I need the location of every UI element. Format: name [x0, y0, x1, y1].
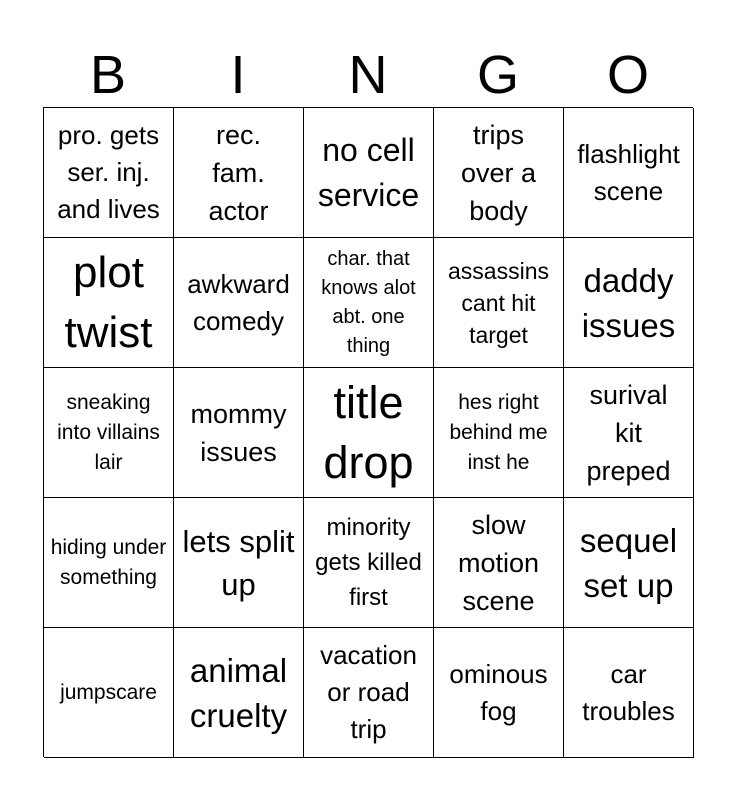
cell-text: slow motion scene [457, 509, 540, 616]
header-letter-g: G [476, 45, 519, 105]
cell-text: rec. fam. actor [208, 119, 269, 226]
cell-text: awkward comedy [187, 268, 290, 336]
bingo-cell-r1-c3[interactable] [304, 108, 434, 238]
cell-text: minority gets killed first [315, 514, 422, 611]
bingo-cell-r2-c2[interactable] [174, 238, 304, 368]
cell-text: hiding under something [50, 535, 167, 589]
bingo-cell-r5-c3[interactable] [304, 628, 434, 758]
cell-text: hes right behind me inst he [449, 390, 548, 474]
bingo-cell-r2-c1[interactable] [44, 238, 174, 368]
bingo-cell-r1-c2[interactable] [174, 108, 304, 238]
bingo-cell-r4-c5[interactable] [564, 498, 694, 628]
cell-text: ominous fog [449, 658, 548, 726]
header-letter-b: B [89, 45, 127, 105]
bingo-cell-r3-c4[interactable] [434, 368, 564, 498]
cell-text: sequel set up [579, 521, 678, 604]
bingo-cell-r2-c4[interactable] [434, 238, 564, 368]
bingo-cell-r1-c5[interactable] [564, 108, 694, 238]
cell-text: surival kit preped [586, 379, 671, 486]
cell-text: no cell service [317, 131, 420, 213]
bingo-header [43, 44, 693, 106]
bingo-cell-r3-c5[interactable] [564, 368, 694, 498]
bingo-cell-r1-c1[interactable] [44, 108, 174, 238]
bingo-cell-r3-c3[interactable] [304, 368, 434, 498]
bingo-cell-r2-c5[interactable] [564, 238, 694, 368]
cell-text: vacation or road trip [320, 640, 417, 744]
cell-text: jumpscare [60, 680, 157, 704]
header-letter-i: I [230, 45, 246, 105]
cell-text: plot twist [64, 247, 153, 357]
cell-text: trips over a body [460, 119, 537, 226]
bingo-board [43, 107, 693, 757]
header-letter-o: O [606, 45, 649, 105]
cell-text: car troubles [582, 658, 675, 726]
bingo-cell-r4-c2[interactable] [174, 498, 304, 628]
header-letter-n: N [348, 45, 388, 105]
cell-text: lets split up [182, 523, 295, 602]
bingo-cell-r5-c1[interactable] [44, 628, 174, 758]
cell-text: daddy issues [581, 261, 676, 344]
bingo-cell-r3-c1[interactable] [44, 368, 174, 498]
cell-text: mommy issues [190, 398, 287, 467]
cell-text: title drop [323, 376, 414, 488]
cell-text: char. that knows alot abt. one thing [321, 247, 416, 357]
bingo-cell-r5-c2[interactable] [174, 628, 304, 758]
bingo-cell-r5-c4[interactable] [434, 628, 564, 758]
bingo-cell-r2-c3[interactable] [304, 238, 434, 368]
cell-text: pro. gets ser. inj. and lives [57, 120, 160, 224]
bingo-cell-r1-c4[interactable] [434, 108, 564, 238]
bingo-cell-r3-c2[interactable] [174, 368, 304, 498]
cell-text: sneaking into villains lair [57, 390, 160, 474]
bingo-cell-r4-c4[interactable] [434, 498, 564, 628]
bingo-cell-r5-c5[interactable] [564, 628, 694, 758]
cell-text: assassins cant hit target [448, 257, 549, 348]
bingo-cell-r4-c1[interactable] [44, 498, 174, 628]
cell-text: flashlight scene [577, 138, 680, 206]
cell-text: animal cruelty [189, 651, 288, 734]
bingo-cell-r4-c3[interactable] [304, 498, 434, 628]
